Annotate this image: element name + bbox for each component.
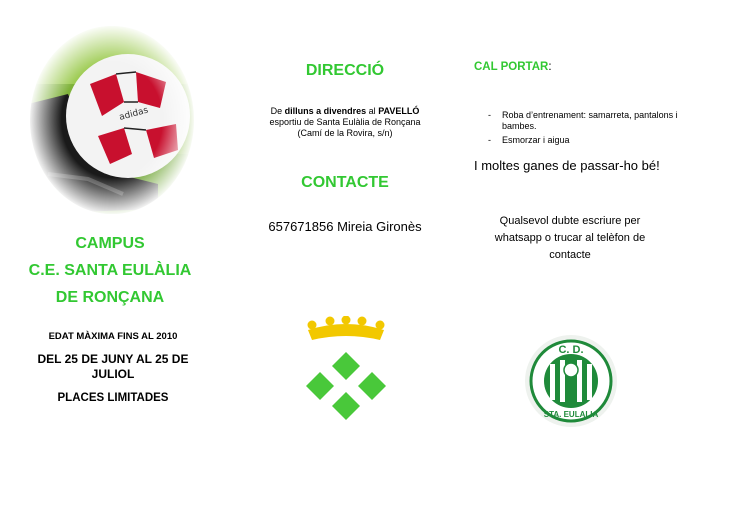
list-item: - Esmorzar i aigua [488, 135, 688, 146]
direccio-heading: DIRECCIÓ [305, 62, 385, 79]
address-line3: (Camí de la Rovira, s/n) [297, 128, 393, 138]
camp-info [28, 331, 198, 404]
campus-title-line3: DE RONÇANA [55, 289, 165, 306]
contacte-heading: CONTACTE [301, 174, 389, 191]
address-venue: PAVELLÓ [378, 106, 420, 116]
campus-title-line1: CAMPUS [75, 235, 145, 252]
closing-message: I moltes ganes de passar-ho bé! [474, 158, 660, 173]
limited-places: PLACES LIMITADES [57, 392, 169, 404]
town-crest-icon [298, 316, 394, 428]
cal-portar-heading [474, 61, 552, 73]
badge-bottom-text: STA. EULALIA [543, 410, 599, 419]
cal-portar-title: CAL PORTAR [474, 61, 549, 73]
badge-top-text: C. D. [558, 344, 584, 356]
address-prefix: De [270, 106, 285, 116]
cal-portar-colon: : [548, 61, 552, 73]
football-photo [28, 24, 196, 216]
campus-title-line2: C.E. SANTA EULÀLIA [28, 262, 192, 279]
list-item: - Roba d’entrenament: samarreta, pantalons i bambes. [488, 110, 688, 132]
contact-phone: 657671856 Mireia Gironès [268, 219, 422, 234]
address-line2: esportiu de Santa Eulàlia de Ronçana [269, 117, 421, 127]
camp-dates: DEL 25 DE JUNY AL 25 DE JULIOL [37, 352, 189, 381]
address-days: dilluns a divendres [284, 106, 367, 116]
address-mid: al [366, 106, 379, 116]
campus-title-block [20, 230, 200, 311]
club-badge-icon [524, 334, 618, 428]
questions-note: Qualsevol dubte escriure per whatsapp o trucar al telèfon de contacte [494, 215, 646, 261]
address-text [240, 106, 450, 139]
items-list [488, 110, 688, 149]
age-limit: EDAT MÀXIMA FINS AL 2010 [48, 331, 178, 342]
